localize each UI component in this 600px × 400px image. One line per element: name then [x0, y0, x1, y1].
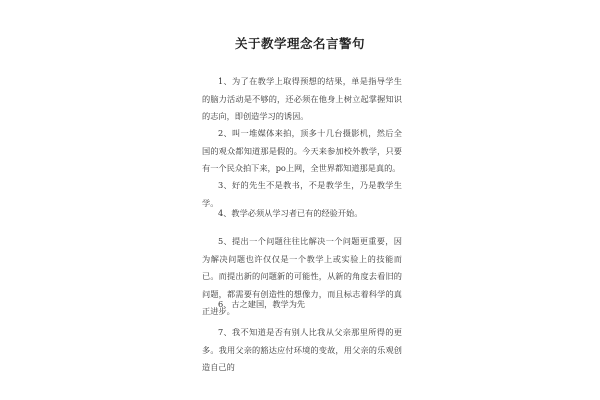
paragraph-6: 6、古之建国，教学为先 — [218, 299, 306, 309]
paragraph-7: 7、我不知道是否有别人比我从父亲那里所得的更多。我用父亲的豁达应付环境的变故，用父亲的乐观创造自己的 — [202, 327, 402, 372]
paragraph-1: 1、为了在教学上取得预想的结果，单是指导学生的脑力活动是不够的，还必须在他身上树立起掌握知识的志向，即创造学习的诱因。 — [202, 76, 402, 121]
document-title: 关于教学理念名言警句 — [234, 36, 365, 51]
paragraph-3: 3、好的先生不是教书，不是教学生，乃是教学生学。 — [202, 180, 402, 208]
paragraph-5: 5、提出一个问题往往比解决一个问题更重要，因为解决问题也许仅仅是一个教学上或实验上的技能而已。而提出新的问题新的可能性，从新的角度去看旧的问题，都需要有创造性的想像力，而且标志着科学的真正进步。 — [202, 236, 402, 316]
paragraph-2: 2、叫一堆媒体来拍，顶多十几台摄影机，然后全国的观众都知道那是假的。今天来参加校外教学，只要有一个民众拍下来，po上网，全世界都知道那是真的。 — [202, 128, 402, 173]
paragraph-4: 4、教学必须从学习者已有的经验开始。 — [218, 208, 363, 218]
